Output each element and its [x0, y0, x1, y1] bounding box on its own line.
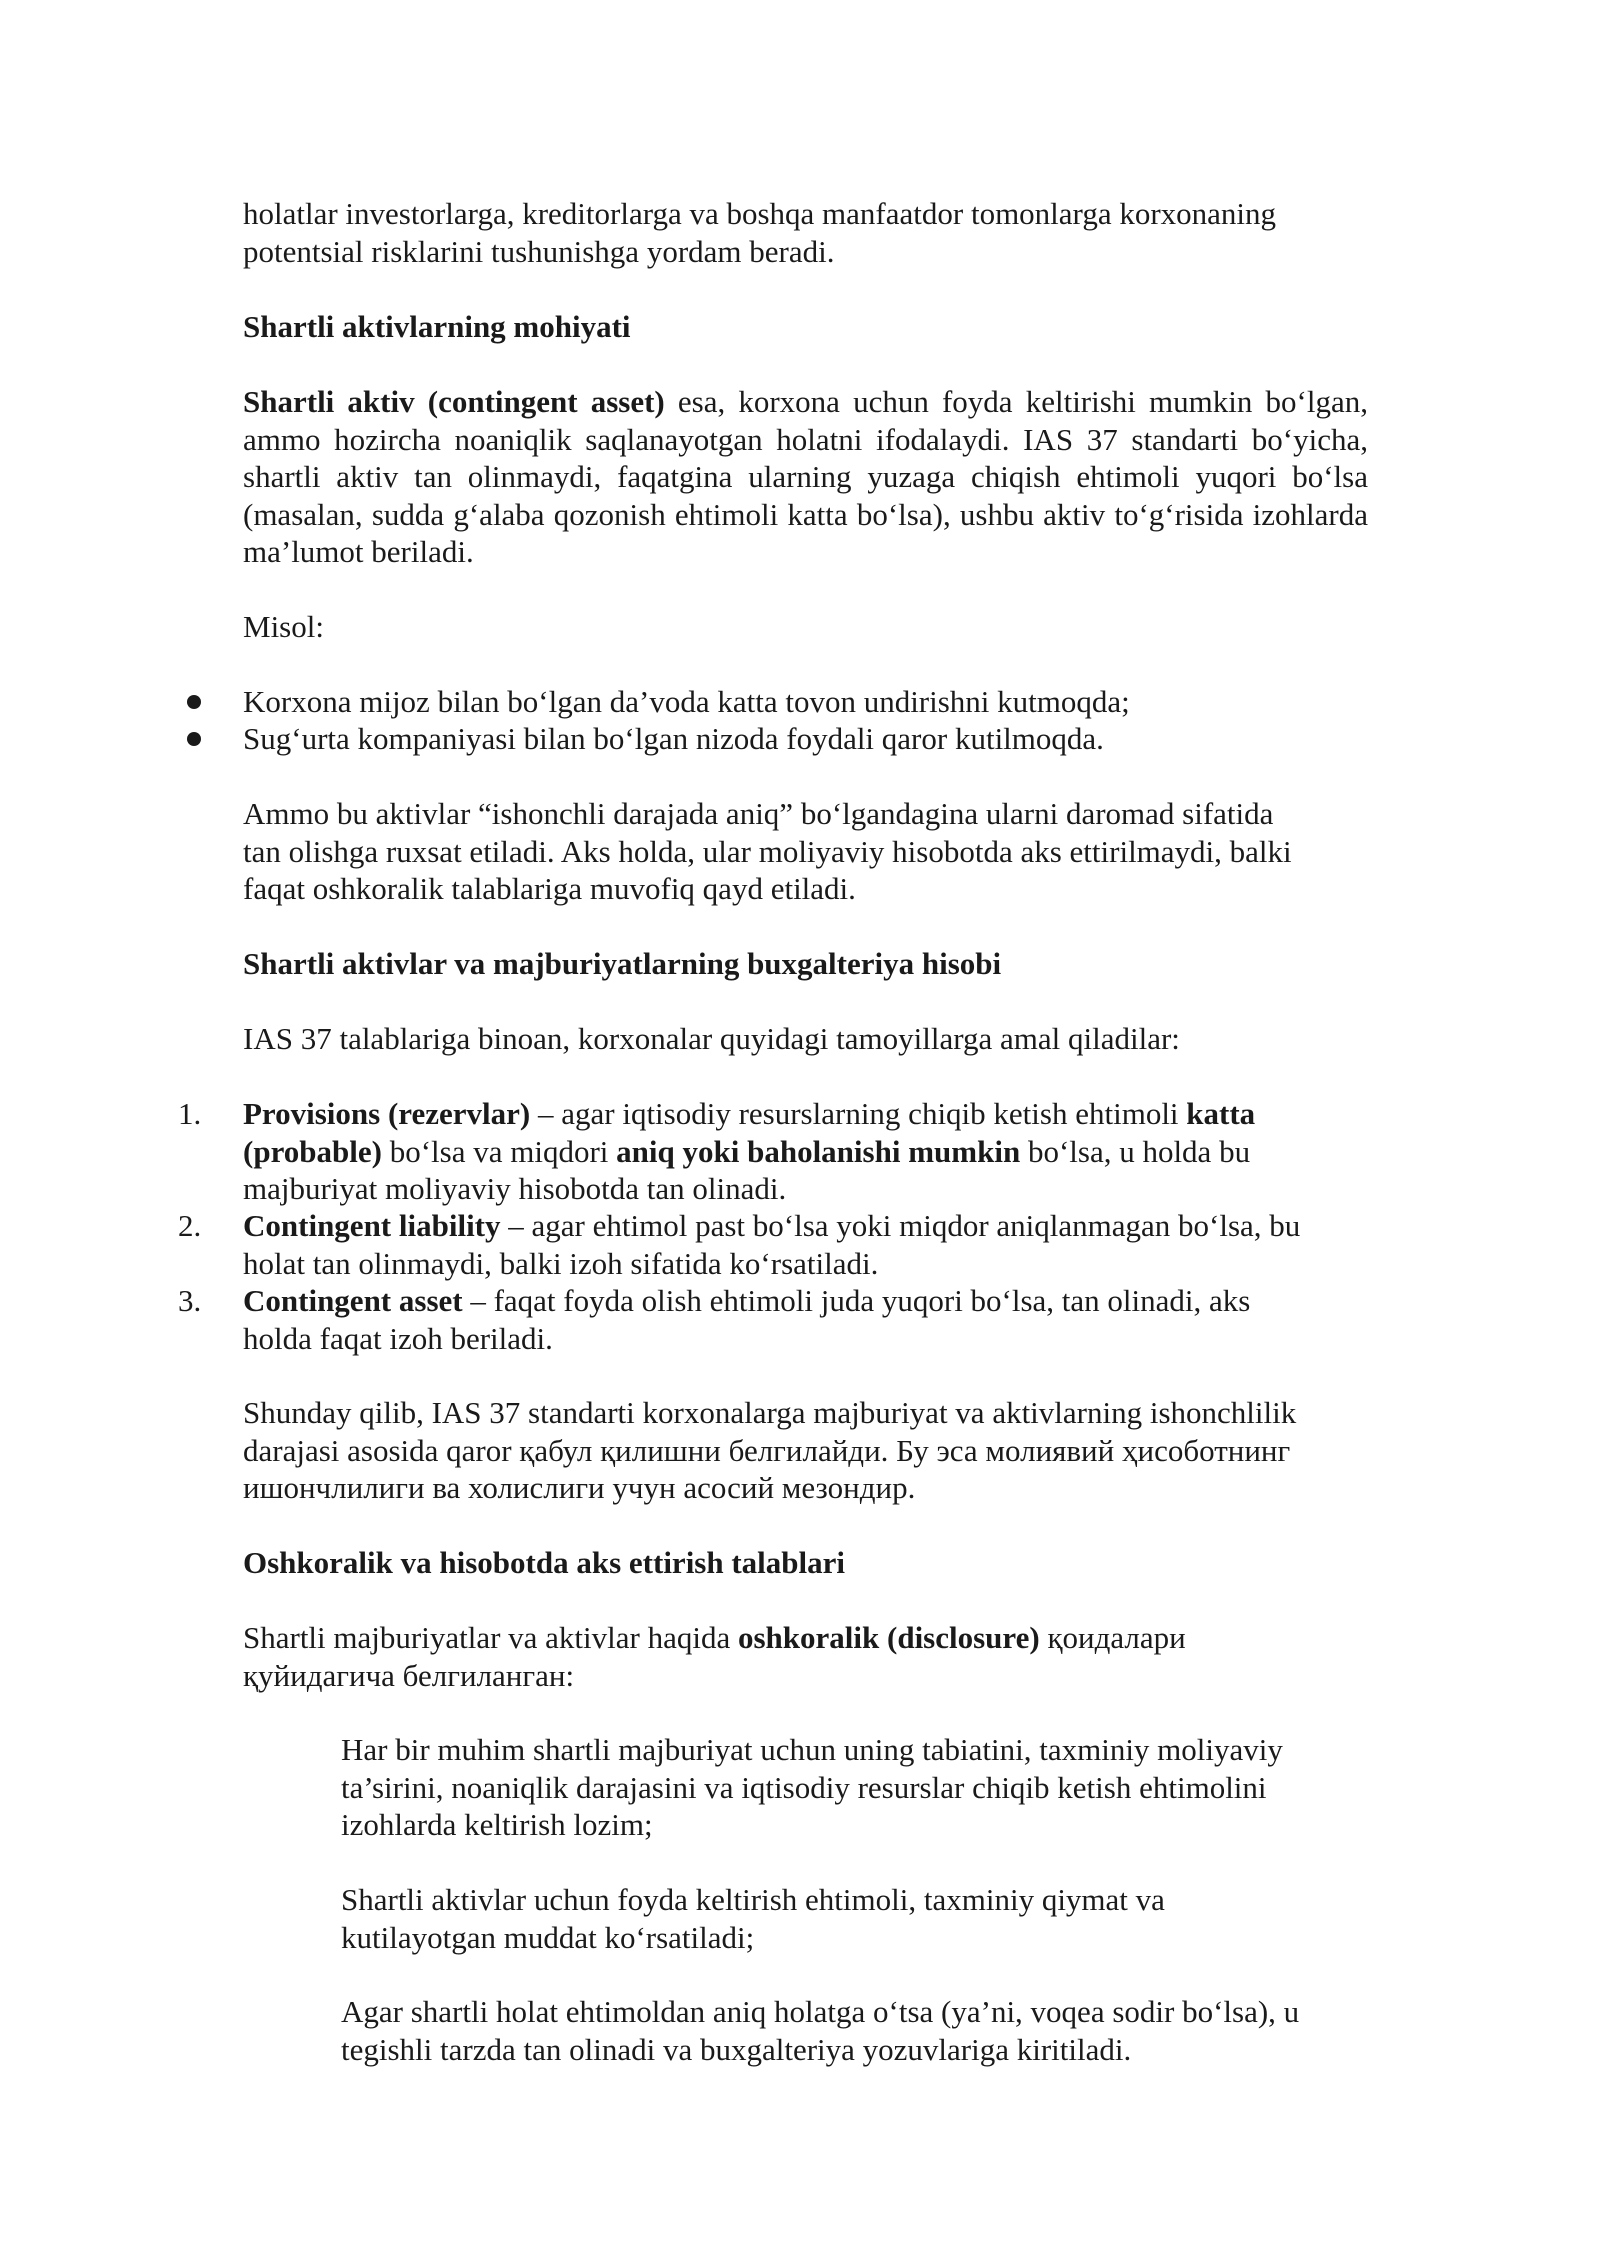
- point-line: tegishli tarzda tan olinadi va buxgalteriya yozuvlariga kiritiladi.: [341, 2031, 1132, 2067]
- closing-line-2: tan olishga ruxsat etiladi. Aks holda, ular moliyaviy hisobotda aks ettirilmaydi, balki: [243, 833, 1292, 869]
- item-3-line-2: holda faqat izoh beriladi.: [243, 1320, 553, 1356]
- point-line: kutilayotgan muddat ko‘rsatiladi;: [341, 1919, 755, 1955]
- disclosure-term: oshkoralik (disclosure): [737, 1620, 1040, 1655]
- measurable-term: aniq yoki baholanishi mumkin: [616, 1133, 1021, 1169]
- aktivlar-closing-paragraph: [243, 795, 1368, 908]
- probable-term: (probable): [243, 1133, 382, 1169]
- disclosure-intro: [243, 1619, 1368, 1694]
- intro-line-2: potentsial risklarini tushunishga yordam beradi.: [243, 233, 835, 269]
- misol-label: [243, 608, 1368, 646]
- conclusion-line-2: darajasi asosida qaror қабул қилишни белгилайди. Бу эса молиявий ҳисоботнинг: [243, 1432, 1291, 1468]
- point-line: Har bir muhim shartli majburiyat uchun uning tabiatini, taxminiy moliyaviy: [341, 1732, 1283, 1767]
- conclusion-line-3: ишончлилиги ва холислиги учун асосий мезондир.: [243, 1470, 916, 1505]
- section-heading-1-text: Shartli aktivlarning mohiyati: [243, 309, 631, 344]
- intro-paragraph: [243, 195, 1368, 270]
- item-number: 2.: [178, 1208, 202, 1243]
- item-1-line-2b: bo‘lsa, u holda bu: [1020, 1133, 1251, 1169]
- disclosure-intro-line-2: қуйидагича белгиланган:: [243, 1657, 575, 1693]
- disclosure-point-3: [341, 1993, 1368, 2068]
- section-heading-2: [243, 945, 1368, 983]
- section-heading-2-text: Shartli aktivlar va majburiyatlarning buxgalteriya hisobi: [243, 946, 1002, 981]
- contingent-liability-term: Contingent liability: [243, 1208, 501, 1243]
- misol-text: Misol:: [243, 609, 324, 644]
- ias37-intro: [243, 1020, 1368, 1058]
- item-3-line-1: – faqat foyda olish ehtimoli juda yuqori bo‘lsa, tan olinadi, aks: [462, 1283, 1251, 1318]
- provisions-term: Provisions (rezervlar): [243, 1096, 531, 1131]
- bullet-text: Sug‘urta kompaniyasi bilan bo‘lgan nizoda foydali qaror kutilmoqda.: [243, 721, 1104, 756]
- closing-line-1: Ammo bu aktivlar “ishonchli darajada aniq” bo‘lgandagina ularni daromad sifatida: [243, 796, 1274, 831]
- point-line: ta’sirini, noaniqlik darajasini va iqtisodiy resurslar chiqib ketish ehtimolini: [341, 1769, 1267, 1805]
- bullet-icon: [187, 695, 201, 709]
- ias37-conclusion: [243, 1394, 1368, 1507]
- disclosure-intro-a: Shartli majburiyatlar va aktivlar haqida: [243, 1620, 738, 1655]
- shartli-aktiv-paragraph: [243, 383, 1368, 571]
- point-line: izohlarda keltirish lozim;: [341, 1807, 653, 1842]
- disclosure-point-1: [341, 1731, 1368, 1844]
- item-number: 1.: [178, 1096, 202, 1131]
- section-heading-3: [243, 1544, 1368, 1582]
- katta-term: katta: [1186, 1096, 1256, 1131]
- item-2-line-1: – agar ehtimol past bo‘lsa yoki miqdor aniqlanmagan bo‘lsa, bu: [500, 1208, 1301, 1243]
- contingent-asset-term: Contingent asset: [243, 1283, 463, 1318]
- item-1-line-3: majburiyat moliyaviy hisobotda tan olinadi.: [243, 1171, 787, 1206]
- point-line: Shartli aktivlar uchun foyda keltirish ehtimoli, taxminiy qiymat va: [341, 1882, 1165, 1917]
- shartli-aktiv-term: Shartli aktiv (contingent asset): [243, 384, 665, 419]
- disclosure-point-2: [341, 1881, 1368, 1956]
- item-number: 3.: [178, 1283, 202, 1318]
- disclosure-intro-b: қоидалари: [1039, 1620, 1186, 1655]
- ias37-intro-text: IAS 37 talablariga binoan, korxonalar quyidagi tamoyillarga amal qiladilar:: [243, 1021, 1180, 1056]
- item-text: [243, 1095, 1368, 1208]
- point-line: Agar shartli holat ehtimoldan aniq holatga o‘tsa (ya’ni, voqea sodir bo‘lsa), u: [341, 1994, 1300, 2029]
- closing-line-3: faqat oshkoralik talablariga muvofiq qayd etiladi.: [243, 871, 856, 906]
- conclusion-line-1: Shunday qilib, IAS 37 standarti korxonalarga majburiyat va aktivlarning ishonchlilik: [243, 1395, 1297, 1430]
- intro-line-1: holatlar investorlarga, kreditorlarga va boshqa manfaatdor tomonlarga korxonaning: [243, 196, 1277, 231]
- section-heading-3-text: Oshkoralik va hisobotda aks ettirish talablari: [243, 1545, 846, 1580]
- bullet-icon: [187, 732, 201, 746]
- item-text: [243, 1207, 1368, 1282]
- item-2-line-2: holat tan olinmaydi, balki izoh sifatida ko‘rsatiladi.: [243, 1245, 879, 1281]
- shartli-aktiv-definition: esa, korxona uchun foyda keltirishi mumkin bo‘lgan, ammo hozircha noaniqlik saqlanayotgan holatni ifodalaydi. IAS 37 standarti bo‘yicha, shartli aktiv tan olinmaydi, faqatgina ularning yuzaga chiqish ehtimoli yuqori bo‘lsa (masalan, sudda g‘alaba qozonish ehtimoli katta bo‘lsa), ushbu aktiv to‘g‘risida izohlarda ma’lumot beriladi.: [243, 384, 1368, 569]
- item-text: [243, 1282, 1368, 1357]
- bullet-text: Korxona mijoz bilan bo‘lgan da’voda katta tovon undirishni kutmoqda;: [243, 684, 1130, 719]
- section-heading-1: [243, 308, 1368, 346]
- item-1-line-2a: bo‘lsa va miqdori: [381, 1133, 617, 1169]
- item-1-line-1: – agar iqtisodiy resurslarning chiqib ketish ehtimoli: [530, 1096, 1187, 1131]
